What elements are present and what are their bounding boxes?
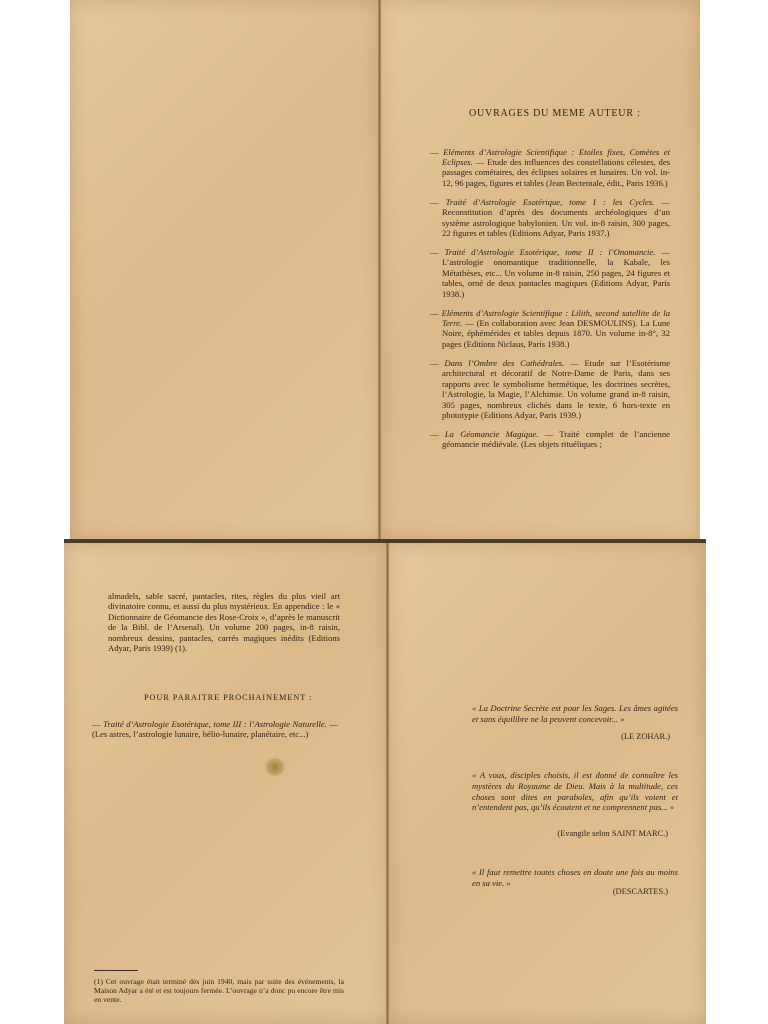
epigraph-source: (Evangile selon SAINT MARC.) [557,829,668,838]
work-description: —Reconstitution d’après des documents archéologiques d’un système astrologique babylonien. Un vol. in-8 raisin, 300 pages, 22 figures et tables (Editions Adyar, Paris 1937.) [442,196,670,239]
list-item: — La Géomancie Magique. — Traité complet de l’ancienne géomancie médiévale. (Les objets rituéliques ; [430,428,670,450]
section-heading: POUR PARAITRE PROCHAINEMENT : [144,693,313,702]
epigraph-quote: « La Doctrine Secrète est pour les Sages. Les âmes agitées et sans équilibre ne la peuvent concevoir... » [472,703,678,724]
footnote-divider [94,970,138,971]
list-item: — Traité d’Astrologie Esotérique, tome II : l’Onomancie. — L’astrologie onomantique traditionnelle, la Kabale, les Métathèses, etc... Un volume in-8 raisin, 250 pages, 24 figures et tables, orné de deux pantacles magiques (Editions Adyar, Paris 1938.) [430,247,670,299]
scan-seam [64,539,706,543]
epigraph-quote: « A vous, disciples choisis, il est donné de connaître les mystères du Royaume de Dieu. Mais à la multitude, ces choses sont dites en paraboles, afin qu’ils voient et n’entendent pas, qu’ils écoutent et ne comprennent pas... » [472,770,678,813]
page-continuation [64,543,388,1024]
work-title: Dans l’Ombre des Cathédrales. [444,357,565,368]
list-item: — Traité d’Astrologie Esotérique, tome III : l’Astrologie Naturelle. —(Les astres, l’astrologie lunaire, hélio-lunaire, planétaire, etc...) [92,719,338,740]
work-title: Traité d’Astrologie Esotérique, tome II : l’Onomancie. [444,247,656,258]
work-description: — (En collaboration avec Jean DESMOULINS). La Lune Noire, éphémérides et tables depuis 1870. Un volume in-8°, 32 pages (Editions Niclaus, Paris 1938.) [442,318,670,349]
book-gutter [378,0,381,540]
continuation-text: almadels, sable sacré, pantacles, rites, règles du plus vieil art divinatoire connu, et aussi du plus mystérieux. En appendice : le « Dictionnaire de Géomancie des Rose-Croix », d’après le manuscrit de la Bibl. de l’Arsenal). Un volume 200 pages, in-8 raisin, nombreux dessins, pantacles, carrés magiques inédits (Editions Adyar, Paris 1939) (1). [108,591,340,654]
list-item: — Eléments d’Astrologie Scientifique : Etoiles fixes, Comètes et Eclipses. — Etude des influences des constellations célestes, des passages cométaires, des éclipses solaires et lunaires. Un vol. in-12, 96 pages, figures et tables (Jean Bectemale, édit., Paris 1936.) [430,146,670,188]
work-description: — Etude des influences des constellations célestes, des passages cométaires, des éclipses solaires et lunaires. Un vol. in-12, 96 pages, figures et tables (Jean Bectemale, édit., Paris 1936.) [442,157,670,188]
work-description: — L’astrologie onomantique traditionnelle, la Kabale, les Métathèses, etc... Un volume in-8 raisin, 250 pages, 24 figures et tables, orné de deux pantacles magiques (Editions Adyar, Paris 1938.) [442,247,670,299]
list-item: — Dans l’Ombre des Cathédrales. — Etude sur l’Esotérisme architectural et décoratif de Notre-Dame de Paris, dans ses rapports avec le symbolisme hermétique, les doctrines secrètes, l’Astrologie, la Magie, l’Alchimie. Un volume grand in-8 raisin, 305 pages, nombreux clichés dans le texte, 6 hors-texte en phototypie (Editions Adyar, Paris 1939.) [430,357,670,420]
works-list [430,138,670,457]
epigraph-source: (DESCARTES.) [612,887,668,896]
epigraph-source: (LE ZOHAR.) [621,732,670,741]
book-gutter [386,543,389,1024]
list-item: — Eléments d’Astrologie Scientifique : Lilith, second satellite de la Terre. — (En collaboration avec Jean DESMOULINS). La Lune Noire, éphémérides et tables depuis 1870. Un volume in-8°, 32 pages (Editions Niclaus, Paris 1938.) [430,307,670,349]
work-title: Traité d’Astrologie Esotérique, tome III : l’Astrologie Naturelle. [103,719,327,729]
work-title: Eléments d’Astrologie Scientifique : Etoiles fixes, Comètes et Eclipses. [442,146,670,167]
work-title: La Géomancie Magique. [444,428,539,439]
page-epigraphs [388,543,706,1024]
work-title: Traité d’Astrologie Esotérique, tome I : les Cycles. [445,196,655,207]
work-description: — Traité complet de l’ancienne géomancie médiévale. (Les objets rituéliques ; [442,428,670,450]
list-item: — Traité d’Astrologie Esotérique, tome I : les Cycles. —Reconstitution d’après des documents archéologiques d’un système astrologique babylonien. Un vol. in-8 raisin, 300 pages, 22 figures et tables (Editions Adyar, Paris 1937.) [430,196,670,239]
epigraph-quote: « Il faut remettre toutes choses en doute une fois au moins en sa vie. » [472,867,678,888]
work-description: — Etude sur l’Esotérisme architectural et décoratif de Notre-Dame de Paris, dans ses rapports avec le symbolisme hermétique, les doctrines secrètes, l’Astrologie, la Magie, l’Alchimie. Un volume grand in-8 raisin, 305 pages, nombreux clichés dans le texte, 6 hors-texte en phototypie (Editions Adyar, Paris 1939.) [442,357,670,420]
footnote: (1) Cet ouvrage était terminé dès juin 1940, mais par suite des événements, la Maison Adyar a été et est toujours fermée. L’ouvrage n’a donc pu encore être mis en vente. [94,977,344,1005]
blank-page-top-left [70,0,380,540]
work-description: —(Les astres, l’astrologie lunaire, hélio-lunaire, planétaire, etc...) [92,719,338,740]
page-title: OUVRAGES DU MEME AUTEUR : [469,108,641,119]
paper-stain [264,758,286,776]
work-title: Eléments d’Astrologie Scientifique : Lilith, second satellite de la Terre. [441,307,670,329]
page-works-list [380,0,700,540]
